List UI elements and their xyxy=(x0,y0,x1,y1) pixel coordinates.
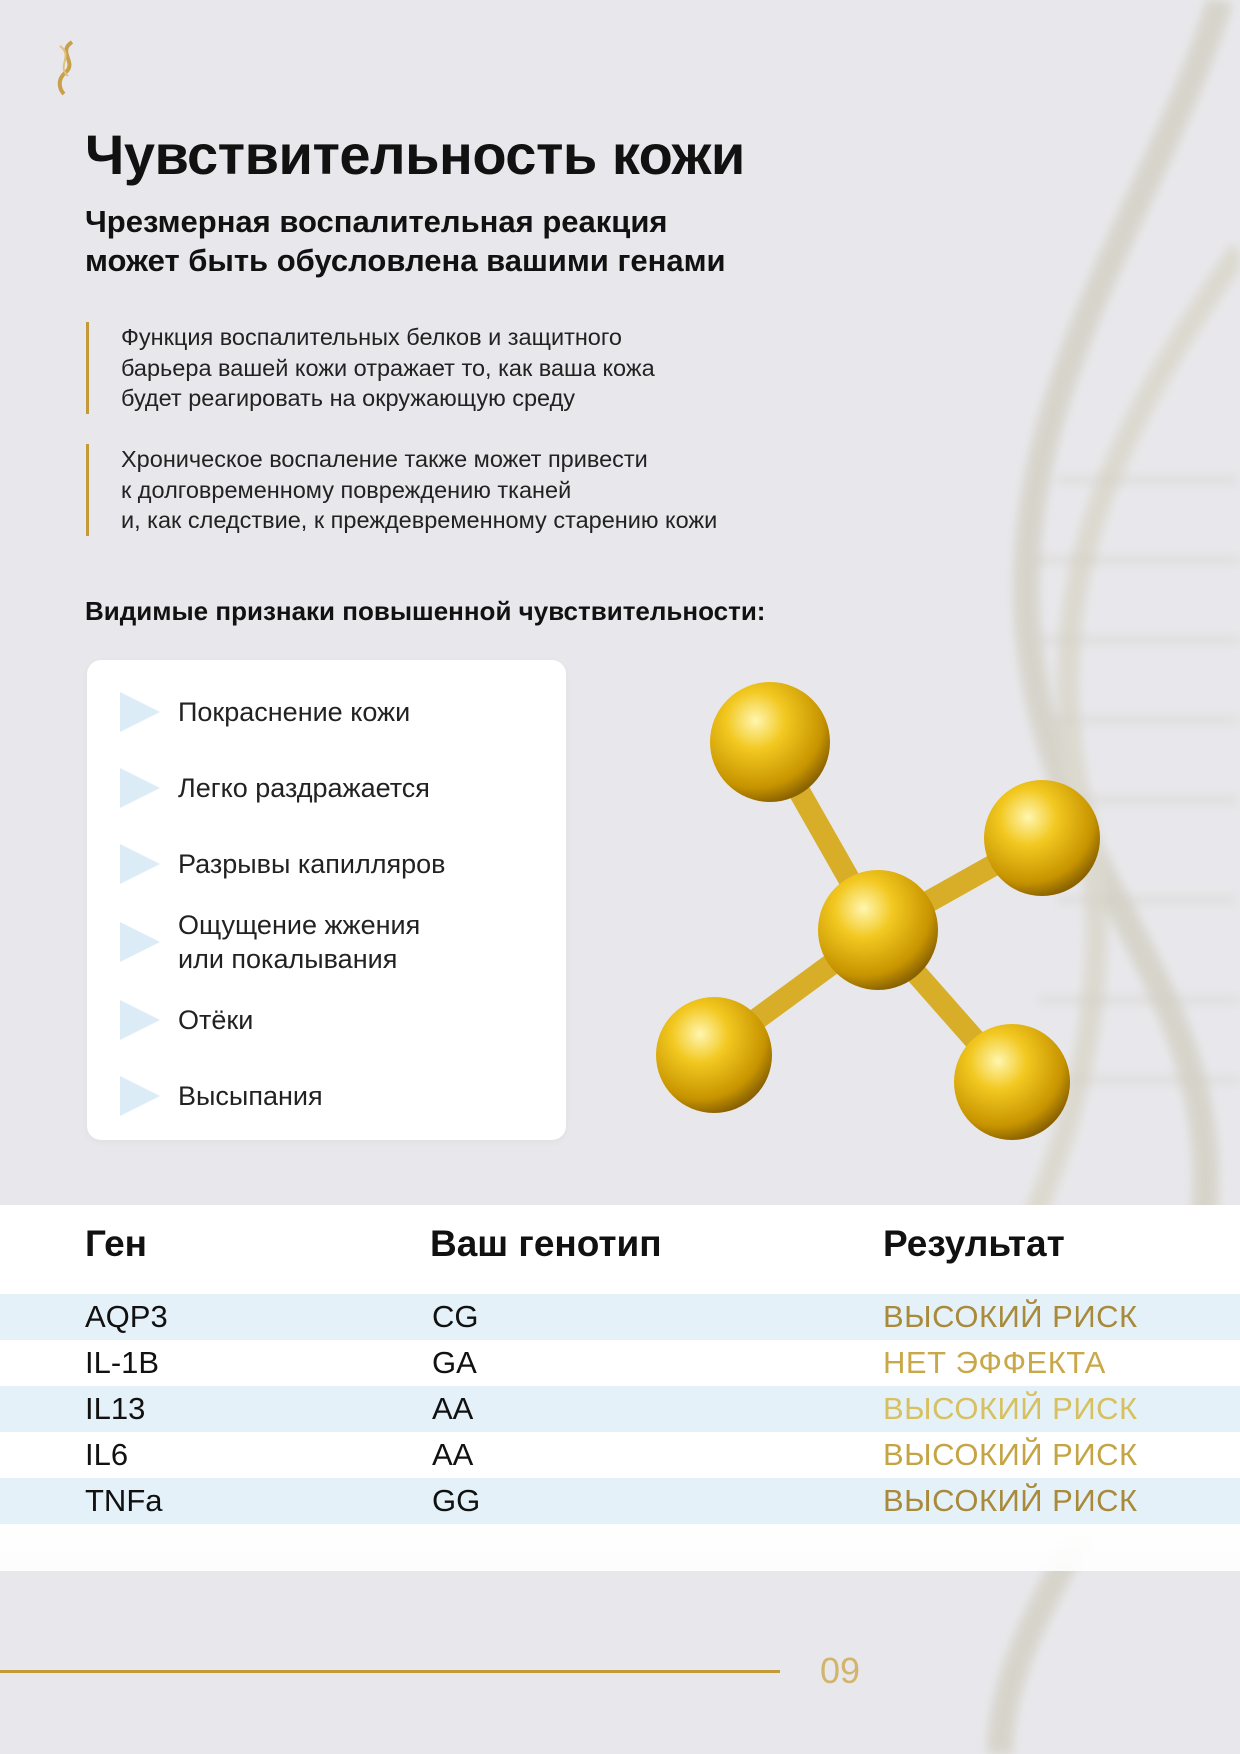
gene-cell: TNFa xyxy=(85,1483,163,1518)
column-header-result: Результат xyxy=(883,1223,1065,1264)
gene-cell: AQP3 xyxy=(85,1299,168,1334)
dna-helix-logo xyxy=(52,40,82,96)
list-item xyxy=(120,692,410,732)
subtitle-line: может быть обусловлена вашими генами xyxy=(85,243,726,278)
triangle-bullet-icon xyxy=(120,922,160,962)
gene-cell: IL-1B xyxy=(85,1345,160,1380)
table-row xyxy=(0,1386,1240,1432)
table-row xyxy=(0,1478,1240,1524)
genotype-table xyxy=(0,1205,1240,1571)
genotype-cell: AA xyxy=(432,1391,474,1426)
list-item xyxy=(120,768,430,808)
footer-divider xyxy=(0,1670,780,1673)
sign-label: Высыпания xyxy=(178,1081,323,1111)
gene-cell: IL6 xyxy=(85,1437,129,1472)
signs-heading: Видимые признаки повышенной чувствительности: xyxy=(85,596,766,626)
triangle-bullet-icon xyxy=(120,1000,160,1040)
result-cell: ВЫСОКИЙ РИСК xyxy=(883,1299,1138,1334)
paragraph-line: Хроническое воспаление также может привести xyxy=(121,446,648,472)
triangle-bullet-icon xyxy=(120,692,160,732)
paragraph-line: будет реагировать на окружающую среду xyxy=(121,385,576,411)
paragraph-line: к долговременному повреждению тканей xyxy=(121,476,572,503)
signs-card xyxy=(87,660,566,1140)
table-row xyxy=(0,1294,1240,1340)
triangle-bullet-icon xyxy=(120,1076,160,1116)
genotype-cell: GA xyxy=(432,1345,477,1380)
list-item xyxy=(120,908,420,976)
table-row xyxy=(0,1432,1240,1478)
triangle-bullet-icon xyxy=(120,844,160,884)
result-cell: ВЫСОКИЙ РИСК xyxy=(883,1483,1138,1518)
list-item xyxy=(120,844,446,884)
list-item xyxy=(120,1000,253,1040)
paragraph-line: барьера вашей кожи отражает то, как ваша кожа xyxy=(121,354,655,381)
subtitle-line: Чрезмерная воспалительная реакция xyxy=(85,204,668,239)
column-header-gene: Ген xyxy=(85,1223,148,1264)
page-number: 09 xyxy=(820,1650,861,1691)
genotype-cell: CG xyxy=(432,1299,479,1334)
sign-label: Отёки xyxy=(178,1005,254,1035)
sign-label: Покраснение кожи xyxy=(178,697,411,727)
paragraph-line: Функция воспалительных белков и защитного xyxy=(121,324,623,350)
genotype-cell: AA xyxy=(432,1437,474,1472)
info-paragraph xyxy=(86,322,881,414)
triangle-bullet-icon xyxy=(120,768,160,808)
result-cell: НЕТ ЭФФЕКТА xyxy=(883,1345,1106,1380)
list-item xyxy=(120,1076,323,1116)
sign-label: Разрывы капилляров xyxy=(178,849,446,879)
sign-label: Ощущение жжения или покалывания xyxy=(178,910,421,974)
sign-label: Легко раздражается xyxy=(178,773,430,803)
page-subtitle xyxy=(85,202,885,280)
result-cell: ВЫСОКИЙ РИСК xyxy=(883,1391,1138,1426)
info-paragraph xyxy=(86,444,881,536)
molecule-illustration xyxy=(640,670,1120,1170)
page-title: Чувствительность кожи xyxy=(85,123,745,186)
genotype-cell: GG xyxy=(432,1483,481,1518)
result-cell: ВЫСОКИЙ РИСК xyxy=(883,1437,1138,1472)
gene-cell: IL13 xyxy=(85,1391,146,1426)
paragraph-line: и, как следствие, к преждевременному старению кожи xyxy=(121,507,718,533)
table-row xyxy=(0,1340,1240,1386)
column-header-genotype: Ваш генотип xyxy=(430,1223,662,1264)
